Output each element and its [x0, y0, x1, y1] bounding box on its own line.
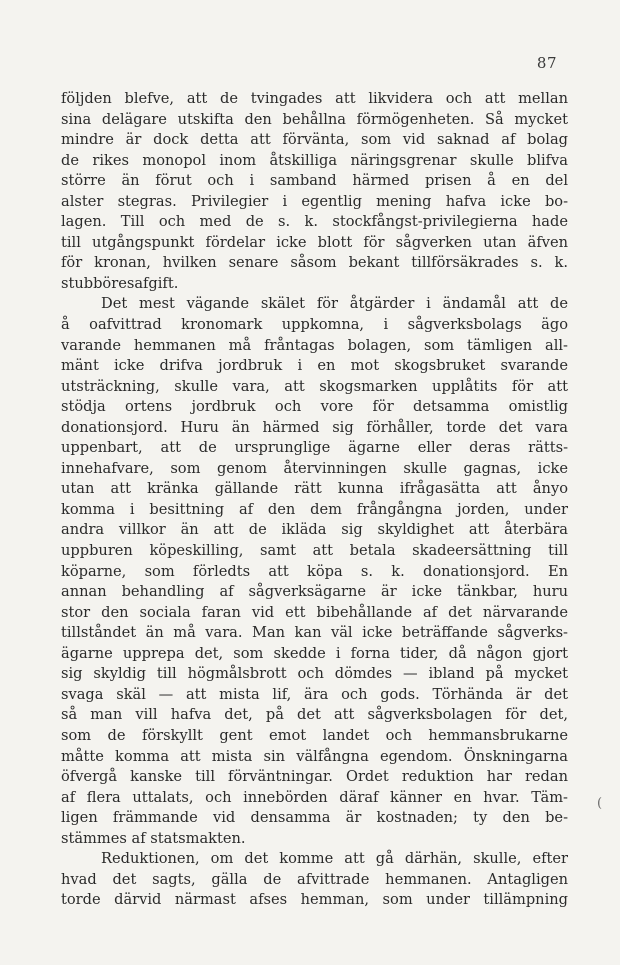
text-line: lagen. Till och med de s. k. stockfångst-privilegierna hade: [61, 213, 568, 231]
text-line: sina delägare utskifta den behållna förmögenheten. Så mycket: [61, 110, 568, 128]
text-line: följden blefve, att de tvingades att likvidera och att mellan: [61, 90, 568, 107]
text-line: uppenbart, att de ursprunglige ägarne eller deras rätts-: [61, 439, 568, 457]
paragraph: [61, 849, 568, 911]
text-line: tillståndet än må vara. Man kan väl icke beträffande sågverks-: [61, 624, 568, 642]
text-line: måtte komma att mista sin välfångna egendom. Önskningarna: [61, 747, 568, 765]
text-line: å oafvittrad kronomark uppkomna, i sågverksbolags ägo: [61, 316, 568, 334]
text-line: stämmes af statsmakten.: [61, 829, 246, 847]
text-line: till utgångspunkt fördelar icke blott för sågverken utan äfven: [61, 233, 568, 251]
text-line: köparne, som förledts att köpa s. k. donationsjord. En: [61, 562, 568, 580]
text-line: donationsjord. Huru än härmed sig förhåller, torde det vara: [61, 418, 568, 436]
text-line: för kronan, hvilken senare såsom bekant tillförsäkrades s. k.: [61, 254, 568, 272]
text-line: ägarne upprepa det, som skedde i forna tider, då någon gjort: [61, 644, 568, 662]
text-line: så man vill hafva det, på det att sågverksbolagen för det,: [61, 706, 568, 724]
text-line: torde därvid närmast afses hemman, som under tillämpning: [61, 891, 568, 909]
text-line: stor den sociala faran vid ett bibehållande af det närvarande: [61, 603, 568, 621]
text-line: mindre är dock detta att förvänta, som vid saknad af bolag: [61, 131, 568, 149]
text-line: af flera uttalats, och innebörden däraf känner en hvar. Täm-: [61, 788, 568, 806]
text-line: de rikes monopol inom åtskilliga näringsgrenar skulle blifva: [61, 151, 568, 169]
text-line: andra villkor än att de ikläda sig skyldighet att återbära: [61, 521, 568, 539]
text-line: större än förut och i samband härmed prisen å en del: [61, 172, 568, 190]
text-line: stubböresafgift.: [61, 274, 179, 292]
text-line: varande hemmanen må fråntagas bolagen, som tämligen all-: [61, 336, 568, 354]
text-line: sig skyldig till högmålsbrott och dömdes — ibland på mycket: [61, 665, 568, 683]
text-line: komma i besittning af den dem frångångna jorden, under: [61, 500, 568, 518]
text-line: alster stegras. Privilegier i egentlig mening hafva icke bo-: [61, 192, 568, 210]
text-line: hvad det sagts, gälla de afvittrade hemmanen. Antagligen: [61, 870, 568, 888]
text-line: Reduktionen, om det komme att gå därhän, skulle, efter: [101, 850, 568, 868]
text-line: stödja ortens jordbruk och vore för detsamma omistlig: [61, 398, 568, 416]
text-line: uppburen köpeskilling, samt att betala skadeersättning till: [61, 542, 568, 560]
margin-mark: (: [597, 796, 603, 811]
paragraph: [61, 294, 568, 849]
text-line: Det mest vägande skälet för åtgärder i ändamål att de: [101, 295, 568, 313]
text-line: svaga skäl — att mista lif, ära och gods. Törhända är det: [61, 685, 568, 703]
text-line: mänt icke drifva jordbruk i en mot skogsbruket svarande: [61, 357, 568, 375]
text-line: ligen främmande vid densamma är kostnaden; ty den be-: [61, 809, 568, 827]
page-number: 87: [536, 54, 557, 72]
text-line: annan behandling af sågverksägarne är icke tänkbar, huru: [61, 583, 568, 601]
text-line: innehafvare, som genom återvinningen skulle gagnas, icke: [61, 459, 568, 477]
text-line: utan att kränka gällande rätt kunna ifrågasätta att ånyo: [61, 480, 568, 498]
text-line: öfvergå kanske till förväntningar. Ordet reduktion har redan: [61, 768, 568, 786]
body-text: [61, 89, 568, 911]
text-line: som de förskyllt gent emot landet och hemmansbrukarne: [61, 726, 568, 744]
text-line: utsträckning, skulle vara, att skogsmarken upplåtits för att: [61, 377, 568, 395]
paragraph: [61, 89, 568, 294]
